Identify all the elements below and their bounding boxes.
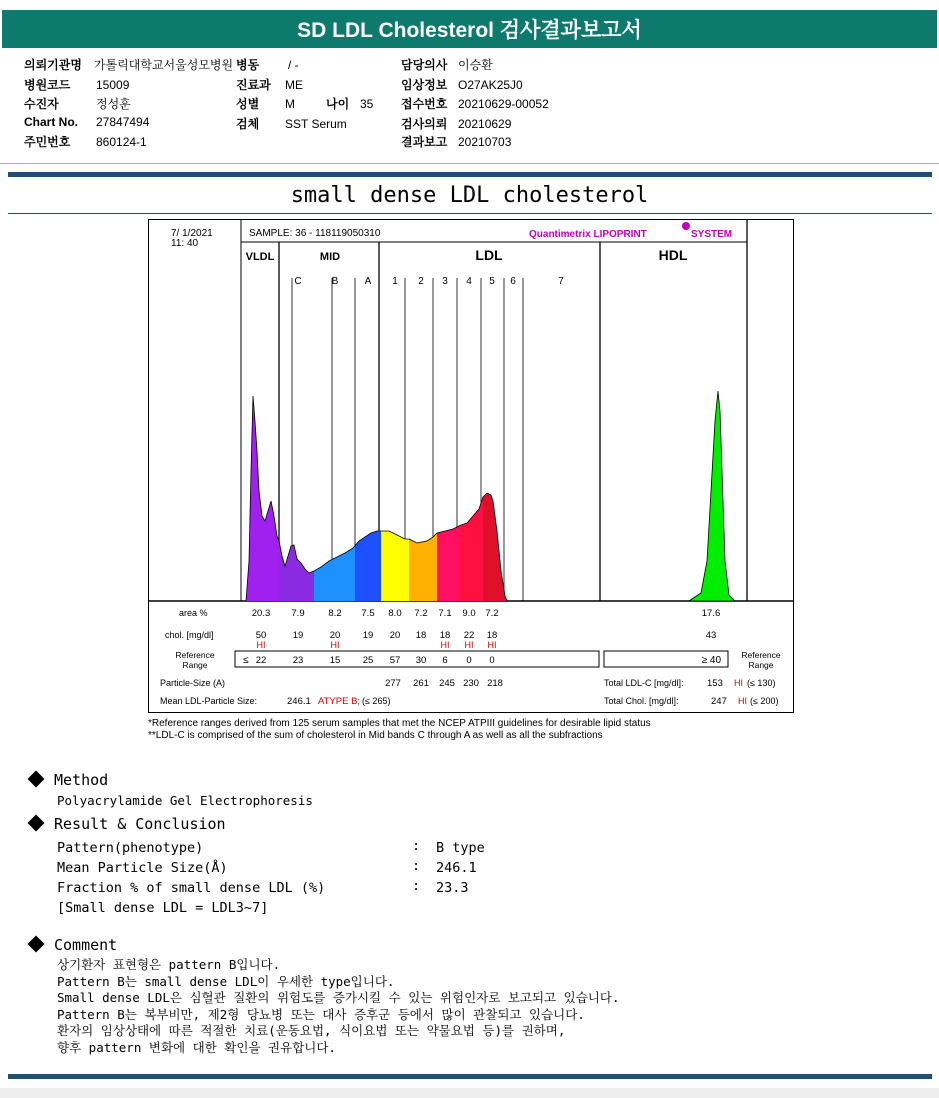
band-label: C	[294, 276, 302, 287]
info-row	[24, 115, 149, 129]
band-label: 7	[558, 276, 564, 287]
hi-flag: HI	[330, 640, 340, 650]
band-label: A	[364, 276, 372, 287]
info-row	[401, 56, 493, 73]
info-row	[401, 76, 523, 93]
result-value: 246.1	[436, 860, 477, 876]
area-value: 7.2	[485, 608, 499, 619]
result-label: Mean Particle Size(Å)	[57, 860, 228, 876]
chol-value: 18	[486, 630, 498, 641]
info-key: 성별	[236, 97, 260, 111]
result-label: Fraction % of small dense LDL (%)	[57, 880, 326, 896]
info-value: 35	[360, 97, 374, 111]
result-value: 23.3	[436, 880, 469, 896]
area-value: 8.2	[328, 608, 342, 619]
hdl-ref: ≥ 40	[701, 655, 721, 666]
info-row	[24, 133, 147, 150]
ref-value: 23	[292, 655, 304, 666]
brand-name: Quantimetrix LIPOPRINT	[529, 229, 647, 240]
info-value: 가톨릭대학교서울성모병원	[94, 58, 234, 72]
result-value: B type	[436, 840, 485, 856]
ref-prefix: ≤	[243, 655, 249, 666]
info-row	[401, 95, 549, 112]
info-key: 임상정보	[401, 78, 448, 92]
total-ldl-label: Total LDL-C [mg/dl]:	[604, 678, 684, 688]
hi-flag: HI	[464, 640, 474, 650]
band-area	[409, 533, 437, 601]
comment-title: Comment	[54, 936, 118, 954]
info-value: 15009	[96, 78, 130, 92]
group-label: MID	[319, 251, 341, 263]
brand-mark-icon	[682, 222, 690, 230]
band-area	[246, 396, 279, 601]
method-title: Method	[54, 771, 109, 789]
result-note: [Small dense LDL = LDL3~7]	[57, 900, 269, 916]
particle-value: 245	[439, 678, 455, 689]
diamond-icon	[28, 935, 45, 952]
diamond-icon	[28, 814, 45, 831]
divider	[8, 172, 932, 177]
hi-flag: HI	[738, 696, 747, 706]
band-label: 2	[418, 276, 424, 287]
band-label: 6	[510, 276, 516, 287]
hi-flag: HI	[734, 678, 743, 688]
info-key: 병동	[236, 58, 260, 72]
hdl-peak	[689, 391, 735, 601]
area-value: 9.0	[462, 608, 476, 619]
chol-value: 20	[329, 630, 341, 641]
ref-right-label: Range	[748, 660, 774, 670]
info-row	[236, 115, 347, 132]
band-area	[437, 526, 459, 601]
chol-value: 22	[463, 630, 475, 641]
info-key: 검체	[236, 117, 260, 131]
info-value: 정성훈	[96, 97, 131, 111]
particle-value: 230	[463, 678, 479, 689]
area-value: 7.5	[361, 608, 375, 619]
info-row	[236, 56, 299, 73]
divider	[0, 163, 939, 164]
ref-value: 30	[415, 655, 427, 666]
particle-value: 277	[385, 678, 401, 689]
method-heading	[30, 771, 108, 789]
method-text: Polyacrylamide Gel Electrophoresis	[57, 793, 313, 808]
band-area	[381, 531, 409, 601]
group-label: HDL	[658, 247, 688, 263]
hi-flag: HI	[440, 640, 450, 650]
brand-suffix: SYSTEM	[691, 229, 733, 240]
hi-flag: HI	[256, 640, 266, 650]
band-label: 4	[466, 276, 472, 287]
ref-value: 22	[255, 655, 267, 666]
colon: :	[412, 878, 421, 894]
info-row	[236, 76, 303, 93]
info-row	[401, 133, 511, 150]
ref-label: Reference	[175, 650, 215, 660]
colon: :	[412, 858, 421, 874]
hi-flag: HI	[487, 640, 497, 650]
info-row	[24, 95, 131, 112]
ref-value: 25	[362, 655, 374, 666]
info-key: 주민번호	[24, 135, 71, 149]
info-key: 진료과	[236, 78, 271, 92]
lipoprint-svg	[149, 220, 793, 712]
diamond-icon	[28, 770, 45, 787]
total-chol-label: Total Chol. [mg/dl]:	[604, 696, 679, 706]
total-chol-ref: (≤ 200)	[750, 696, 779, 706]
chol-value: 18	[439, 630, 451, 641]
colon: :	[412, 838, 421, 854]
comment-heading	[30, 936, 117, 954]
info-value: ME	[285, 78, 303, 92]
info-key: 병원코드	[24, 78, 71, 92]
info-key: 검사의뢰	[401, 117, 448, 131]
info-row	[236, 95, 295, 112]
result-title: Result & Conclusion	[54, 815, 226, 833]
ref-value: 0	[466, 655, 472, 666]
info-key: 수진자	[24, 97, 59, 111]
comment-line: 상기환자 표현형은 pattern B입니다.	[57, 957, 281, 972]
ref-value: 0	[489, 655, 495, 666]
mean-type: ATYPE B;	[318, 696, 361, 707]
ref-value: 6	[442, 655, 448, 666]
info-value: 이승환	[458, 58, 493, 72]
info-row	[24, 56, 233, 73]
comment-body	[57, 957, 619, 1056]
total-ldl-ref: (≤ 130)	[747, 678, 776, 688]
area-value: 8.0	[388, 608, 402, 619]
area-value: 17.6	[701, 608, 721, 619]
particle-label: Particle-Size (A)	[160, 678, 226, 688]
divider	[8, 213, 932, 214]
area-value: 7.2	[414, 608, 428, 619]
info-value: / -	[288, 58, 299, 72]
total-chol-value: 247	[711, 696, 727, 707]
info-value: M	[285, 97, 295, 111]
area-value: 7.9	[291, 608, 305, 619]
particle-value: 261	[413, 678, 429, 689]
chol-value: 18	[415, 630, 427, 641]
ref-label: Range	[182, 660, 208, 670]
info-row	[326, 95, 373, 112]
band-label: 5	[489, 276, 495, 287]
comment-line: Pattern B는 small dense LDL이 우세한 type입니다.	[57, 973, 395, 989]
report-title: SD LDL Cholesterol 검사결과보고서	[2, 10, 937, 48]
info-key: 나이	[326, 97, 350, 111]
mean-value: 246.1	[287, 696, 311, 707]
mean-label: Mean LDL-Particle Size:	[160, 696, 258, 706]
band-area	[314, 546, 355, 601]
comment-line: Pattern B는 복부비만, 제2형 당뇨병 또는 대사 증후군 등에서 많이 관찰되고 있습니다.	[57, 1006, 585, 1022]
info-key: 결과보고	[401, 135, 448, 149]
band-area	[483, 493, 509, 601]
band-label: 3	[442, 276, 448, 287]
area-value: 20.3	[251, 608, 271, 619]
result-heading	[30, 815, 226, 833]
section-title: small dense LDL cholesterol	[290, 183, 649, 208]
group-label: LDL	[475, 247, 503, 263]
info-value: O27AK25J0	[458, 78, 523, 92]
area-value: 7.1	[438, 608, 452, 619]
chol-value: 20	[389, 630, 401, 641]
ref-right-label: Reference	[741, 650, 781, 660]
chol-value: 50	[255, 630, 267, 641]
info-value: 20210629-00052	[458, 97, 549, 111]
chol-label: chol. [mg/dl]	[165, 630, 214, 640]
info-key: 의뢰기관명	[24, 58, 82, 72]
chol-value: 19	[292, 630, 304, 641]
info-value: 860124-1	[96, 135, 147, 149]
mean-ref: (≤ 265)	[362, 696, 391, 706]
ref-value: 15	[329, 655, 341, 666]
chart-date: 7/ 1/2021	[171, 228, 213, 239]
comment-line: 환자의 임상상태에 따른 적절한 치료(운동요법, 식이요법 또는 약물요법 등)를 권하며,	[57, 1023, 566, 1038]
group-label: VLDL	[245, 251, 275, 263]
info-row	[24, 76, 129, 93]
band-label: B	[331, 276, 339, 287]
footer-band	[0, 1088, 939, 1098]
chart-time: 11: 40	[171, 238, 199, 249]
chol-value: 43	[705, 630, 717, 641]
info-value: 20210703	[458, 135, 512, 149]
note-line: **LDL-C is comprised of the sum of cholesterol in Mid bands C through A as well as all the subfractions	[148, 730, 603, 741]
chart-notes	[148, 718, 651, 742]
total-ldl-value: 153	[707, 678, 723, 689]
info-row	[401, 115, 511, 132]
info-key: Chart No.	[24, 115, 78, 129]
band-label: 1	[392, 276, 398, 287]
comment-line: 향후 pattern 변화에 대한 확인을 권유합니다.	[57, 1039, 336, 1055]
info-key: 접수번호	[401, 97, 448, 111]
divider	[8, 1074, 932, 1079]
chol-value: 19	[362, 630, 374, 641]
sample-id: SAMPLE: 36 - 118119050310	[249, 228, 381, 239]
note-line: *Reference ranges derived from 125 serum samples that met the NCEP ATPIII guidelines for desirable lipid status	[148, 718, 651, 729]
info-key: 담당의사	[401, 58, 448, 72]
area-label: area %	[179, 608, 208, 618]
band-area	[292, 545, 314, 601]
ref-value: 57	[389, 655, 401, 666]
info-value: SST Serum	[285, 117, 347, 131]
info-value: 20210629	[458, 117, 512, 131]
result-label: Pattern(phenotype)	[57, 840, 204, 856]
particle-value: 218	[487, 678, 503, 689]
info-value: 27847494	[96, 115, 150, 129]
lipoprint-chart	[148, 219, 794, 713]
comment-line: Small dense LDL은 심혈관 질환의 위험도를 증가시킬 수 있는 위험인자로 보고되고 있습니다.	[57, 990, 620, 1005]
band-area	[459, 497, 483, 601]
